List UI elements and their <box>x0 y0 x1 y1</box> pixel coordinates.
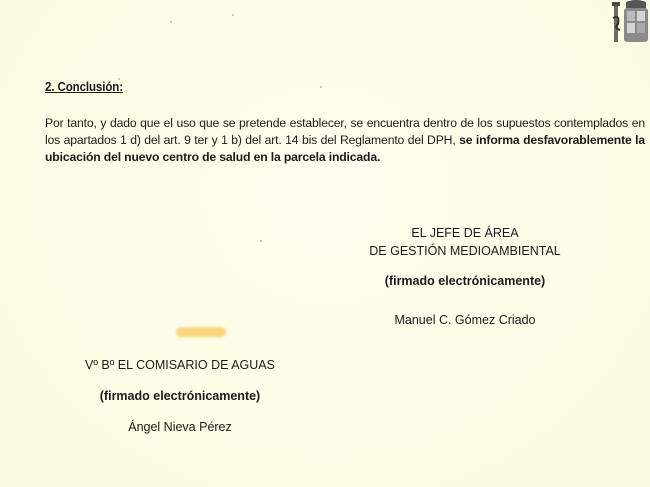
highlight-mark <box>176 327 226 337</box>
signer-title-line1: EL JEFE DE ÁREA <box>411 226 519 240</box>
signer-title: Vº Bº EL COMISARIO DE AGUAS <box>85 358 275 372</box>
scan-speck <box>260 240 262 242</box>
signer-name: Ángel Nieva Pérez <box>128 420 232 434</box>
scan-speck <box>320 86 322 88</box>
coat-of-arms-icon <box>610 0 650 46</box>
conclusion-text: Por tanto, y dado que el uso que se pretende establecer, se encuentra dentro de los supuestos contemplados en los apartados 1 d) del art. 9 ter y 1 b) del art. 14 bis del Reglamento del DPH, <box>45 116 645 147</box>
section-heading: 2. Conclusión: <box>45 80 123 94</box>
signature-block-area-head <box>355 224 575 329</box>
signer-name: Manuel C. Gómez Criado <box>394 313 536 327</box>
signed-electronically-label: (firmado electrónicamente) <box>99 389 261 403</box>
signed-electronically-label: (firmado electrónicamente) <box>384 274 546 288</box>
scan-speck <box>170 21 172 23</box>
signer-title-line2: DE GESTIÓN MEDIOAMBIENTAL <box>369 244 561 258</box>
conclusion-verdict: se informa desfavorablemente la ubicación del nuevo centro de salud en la parcela indicada. <box>45 133 645 164</box>
scan-speck <box>232 14 234 16</box>
conclusion-paragraph <box>45 115 645 166</box>
signature-block-water-commissioner <box>70 356 290 436</box>
